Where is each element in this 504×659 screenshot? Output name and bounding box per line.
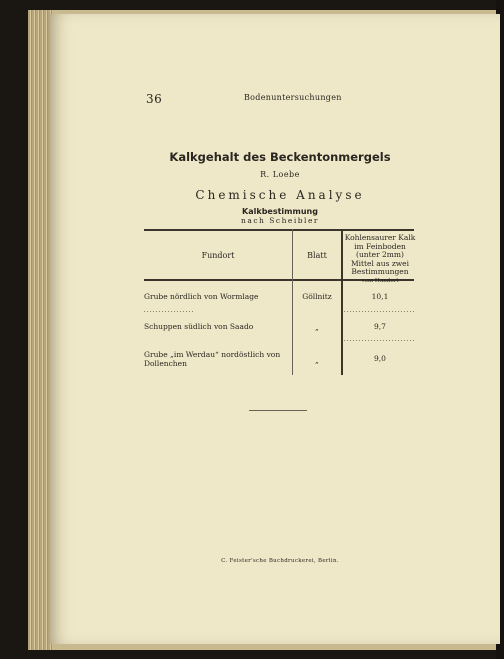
header-kalk-line: Mittel aus zwei xyxy=(350,258,410,268)
row-1-value: 10,1 xyxy=(371,292,389,301)
header-fundort: Fundort xyxy=(201,251,235,260)
row-1-fundort: Grube nördlich von Wormlage xyxy=(144,292,259,301)
row-2-blatt: „ xyxy=(315,323,319,332)
article-title: Kalkgehalt des Beckentonmergels xyxy=(169,150,391,164)
table-top-rule xyxy=(144,229,414,231)
row-3-value: 9,0 xyxy=(374,354,386,363)
method-note: nach Scheibler xyxy=(241,216,319,225)
page-number: 36 xyxy=(146,92,163,106)
header-kalk xyxy=(344,234,416,286)
printer-imprint: C. Feister'sche Buchdruckerei, Berlin. xyxy=(221,558,339,564)
header-kalk-line: Kohlensaurer Kalk xyxy=(344,233,416,242)
row-2-value: 9,7 xyxy=(374,322,386,331)
header-kalk-line: Bestimmungen xyxy=(351,267,409,277)
header-kalk-unit: vom Hundert xyxy=(361,277,399,284)
row-divider xyxy=(344,311,414,312)
row-2-fundort: Schuppen südlich von Saado xyxy=(144,322,254,331)
article-author: R. Loebe xyxy=(260,170,300,179)
row-3-blatt: „ xyxy=(315,356,319,365)
header-blatt: Blatt xyxy=(307,251,327,260)
method-heading: Kalkbestimmung xyxy=(242,207,318,216)
running-head: Bodenuntersuchungen xyxy=(244,93,342,102)
analysis-table xyxy=(144,229,414,377)
row-3-fundort: Grube „im Werdau“ nordöstlich von Dollenchen xyxy=(144,350,281,368)
row-divider xyxy=(344,340,414,341)
end-rule xyxy=(249,410,307,411)
page-edges xyxy=(28,10,52,650)
row-divider xyxy=(144,311,194,312)
header-kalk-line: im Feinboden xyxy=(354,241,406,251)
section-heading: Chemische Analyse xyxy=(195,188,365,202)
header-kalk-line: (unter 2mm) xyxy=(356,250,404,260)
row-1-blatt: Göllnitz xyxy=(302,292,332,301)
